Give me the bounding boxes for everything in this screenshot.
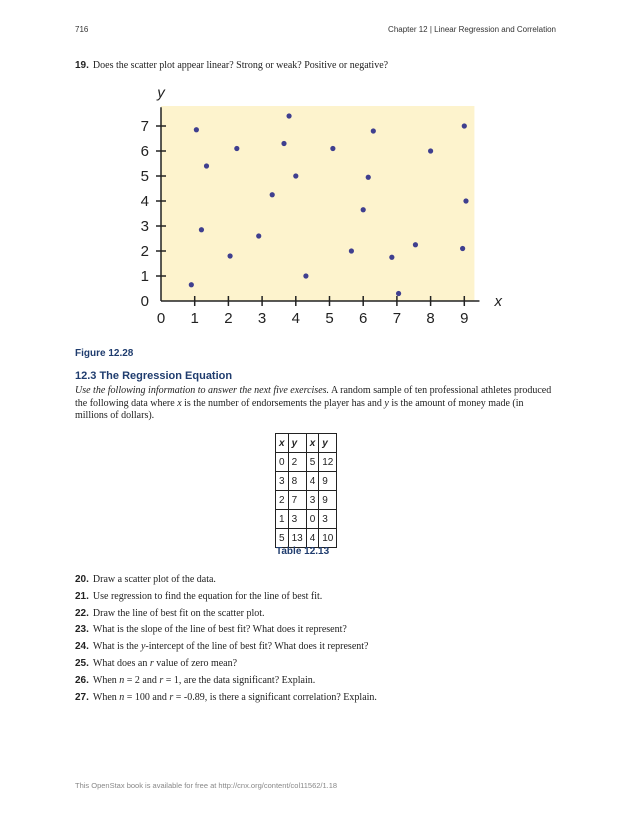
question-item xyxy=(75,656,377,673)
question-text: What does an xyxy=(92,657,150,669)
question-number: 24. xyxy=(75,641,89,653)
scatter-plot xyxy=(130,85,500,330)
question-item xyxy=(75,606,377,623)
intro-var-x: x xyxy=(177,397,182,409)
question-number: 23. xyxy=(75,624,89,636)
question-variable: n xyxy=(119,691,125,703)
x-tick-label: 0 xyxy=(156,310,166,327)
data-point xyxy=(303,273,308,278)
x-tick-label: 2 xyxy=(224,310,233,327)
table-cell: 10 xyxy=(319,529,337,548)
question-item xyxy=(75,622,377,639)
table-cell: 5 xyxy=(276,529,289,548)
data-point xyxy=(389,255,394,260)
data-point xyxy=(199,227,204,232)
question-text: = -0.89, is there a significant correlation? Explain. xyxy=(173,691,377,703)
table-cell: 12 xyxy=(319,453,337,472)
question-item xyxy=(75,572,377,589)
table-header-y-3: y xyxy=(319,434,337,453)
question-number: 27. xyxy=(75,691,89,703)
question-variable: r xyxy=(149,657,154,669)
table-cell: 8 xyxy=(288,472,306,491)
table-row xyxy=(276,453,337,472)
footer-note: This OpenStax book is available for free at http://cnx.org/content/col11562/1.18 xyxy=(75,781,338,790)
table-cell: 3 xyxy=(276,472,289,491)
intro-var-y: y xyxy=(384,397,389,409)
data-point xyxy=(281,141,286,146)
data-point xyxy=(270,192,275,197)
question-text: = 100 and xyxy=(124,691,170,703)
figure-caption: Figure 12.28 xyxy=(75,348,134,359)
question-variable: n xyxy=(119,674,125,686)
section-intro xyxy=(75,385,557,423)
question-item xyxy=(75,690,377,707)
x-tick-label: 3 xyxy=(257,310,267,327)
x-tick-label: 9 xyxy=(460,310,469,327)
table-cell: 9 xyxy=(319,491,337,510)
x-axis-label: x xyxy=(494,293,502,310)
intro-text-3: is the amount of money made (in millions of dollars). xyxy=(75,397,524,421)
question-number: 21. xyxy=(75,590,89,602)
table-cell: 7 xyxy=(288,491,306,510)
data-point xyxy=(371,128,376,133)
data-point xyxy=(194,127,199,132)
table-cell: 0 xyxy=(276,453,289,472)
y-tick-label: 2 xyxy=(140,243,149,260)
table-header-x-0: x xyxy=(276,434,289,453)
table-header-y-1: y xyxy=(288,434,306,453)
data-table xyxy=(275,433,337,548)
intro-text-2: is the number of endorsements the player has and xyxy=(181,397,385,409)
y-tick-label: 4 xyxy=(140,193,149,210)
table-cell: 4 xyxy=(306,472,319,491)
table-cell: 1 xyxy=(276,510,289,529)
section-title: 12.3 The Regression Equation xyxy=(75,370,233,382)
question-text: = 2 and xyxy=(124,674,160,686)
intro-italic: Use the following information to answer the next five exercises. xyxy=(75,385,330,396)
question-variable: y xyxy=(140,641,146,653)
table-row xyxy=(276,472,337,491)
table-header-x-2: x xyxy=(306,434,319,453)
y-tick-label: 1 xyxy=(140,268,149,285)
data-point xyxy=(189,282,194,287)
data-point xyxy=(227,253,232,258)
question-text: -intercept of the line of best fit? What does it represent? xyxy=(145,641,369,653)
question-text: = 1, are the data significant? Explain. xyxy=(163,674,316,686)
data-point xyxy=(366,175,371,180)
y-tick-label: 5 xyxy=(140,168,149,185)
question-number: 20. xyxy=(75,574,89,585)
table-body xyxy=(276,453,337,548)
y-axis-label: y xyxy=(157,84,165,102)
table-cell: 5 xyxy=(306,453,319,472)
question-19 xyxy=(75,60,388,71)
question-item xyxy=(75,673,377,690)
data-point xyxy=(286,113,291,118)
data-point xyxy=(204,163,209,168)
plot-background xyxy=(161,106,474,301)
y-tick-label: 6 xyxy=(140,143,149,160)
x-tick-label: 1 xyxy=(190,310,199,327)
question-item xyxy=(75,589,377,606)
table-row xyxy=(276,510,337,529)
data-point xyxy=(396,291,401,296)
question-list xyxy=(75,572,377,706)
table-cell: 2 xyxy=(276,491,289,510)
table-row xyxy=(276,491,337,510)
data-point xyxy=(462,123,467,128)
table-cell: 13 xyxy=(288,529,306,548)
page-number: 716 xyxy=(75,25,89,34)
data-point xyxy=(330,146,335,151)
question-text: When xyxy=(92,674,120,686)
table-cell: 9 xyxy=(319,472,337,491)
question-text: What is the xyxy=(92,641,141,653)
table-cell: 2 xyxy=(288,453,306,472)
table-row xyxy=(276,529,337,548)
question-text: value of zero mean? xyxy=(153,657,238,669)
intro-text-1: A random sample of ten professional athletes produced the following data where xyxy=(75,385,552,409)
data-point xyxy=(256,233,261,238)
data-point xyxy=(349,248,354,253)
y-tick-label: 3 xyxy=(140,218,149,235)
x-tick-label: 4 xyxy=(291,310,300,327)
data-point xyxy=(463,198,468,203)
question-number: 19. xyxy=(75,60,89,71)
question-number: 25. xyxy=(75,657,89,669)
table-cell: 0 xyxy=(306,510,319,529)
question-number: 26. xyxy=(75,674,89,686)
table-cell: 4 xyxy=(306,529,319,548)
data-point xyxy=(234,146,239,151)
data-point xyxy=(361,207,366,212)
question-text: When xyxy=(92,691,120,703)
x-tick-label: 5 xyxy=(325,310,334,327)
data-point xyxy=(460,246,465,251)
table-caption: Table 12.13 xyxy=(276,546,330,557)
y-tick-label: 0 xyxy=(140,293,149,310)
question-number: 22. xyxy=(75,607,89,619)
x-tick-label: 6 xyxy=(359,310,368,327)
table-header-row xyxy=(276,434,337,453)
chapter-header: Chapter 12 | Linear Regression and Correlation xyxy=(388,25,556,34)
question-text: Does the scatter plot appear linear? Strong or weak? Positive or negative? xyxy=(92,60,389,71)
question-text: What is the slope of the line of best fit? What does it represent? xyxy=(92,624,347,636)
table-cell: 3 xyxy=(319,510,337,529)
table-cell: 3 xyxy=(288,510,306,529)
y-tick-label: 7 xyxy=(140,118,149,135)
table-cell: 3 xyxy=(306,491,319,510)
x-tick-label: 7 xyxy=(392,310,402,327)
question-item xyxy=(75,639,377,656)
data-point xyxy=(428,148,433,153)
question-variable: r xyxy=(169,691,174,703)
question-variable: r xyxy=(159,674,164,686)
data-point xyxy=(293,173,298,178)
question-text: Draw a scatter plot of the data. xyxy=(92,574,216,585)
data-point xyxy=(413,242,418,247)
question-text: Use regression to find the equation for the line of best fit. xyxy=(92,590,323,602)
question-text: Draw the line of best fit on the scatter plot. xyxy=(92,607,265,619)
x-tick-label: 8 xyxy=(426,310,435,327)
